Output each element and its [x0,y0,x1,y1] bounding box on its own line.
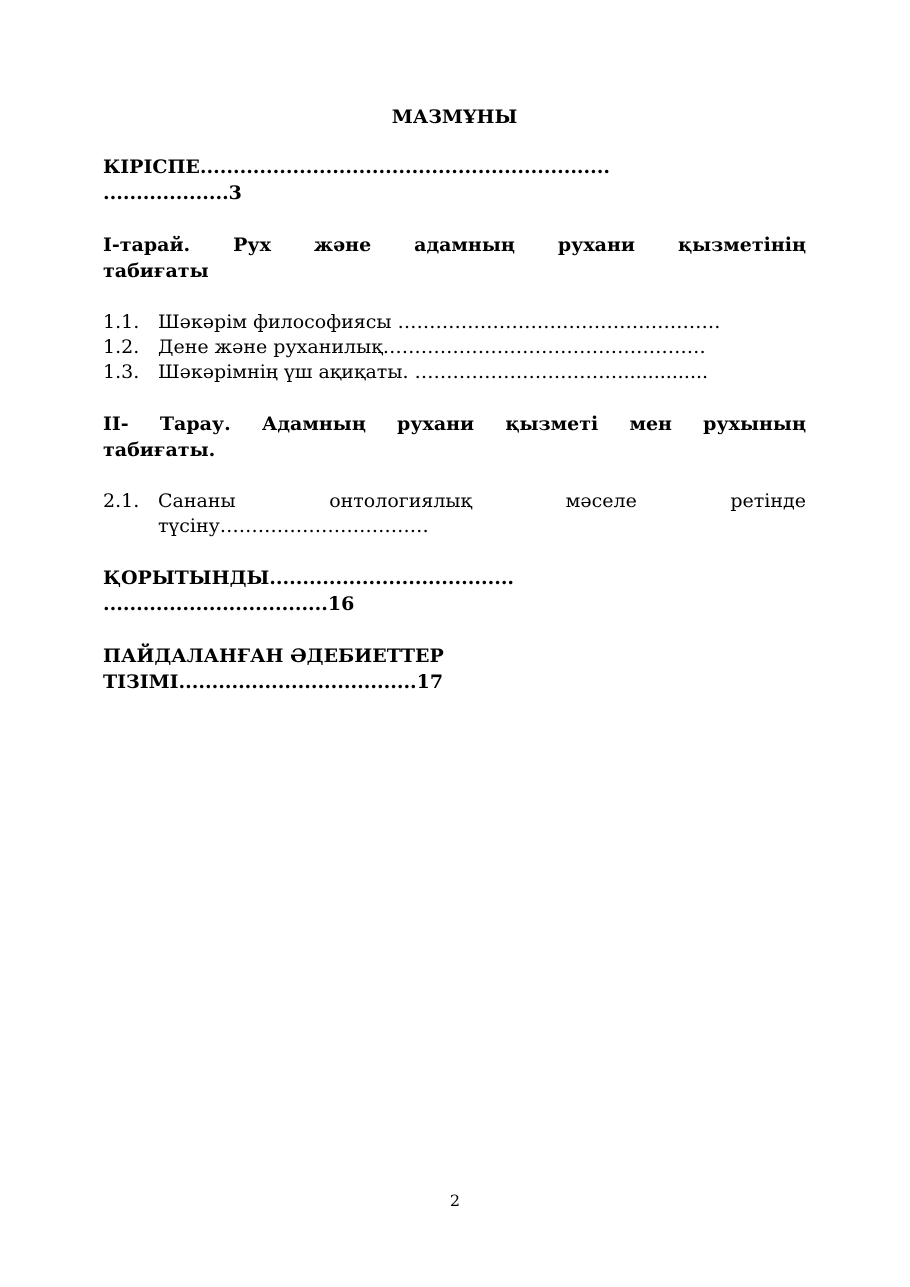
item-number: 1.1. [103,311,140,333]
toc-chapter1-line1: I-тарай. Рух және адамның рухани қызметінің [103,234,806,256]
item-text-line2: түсіну…………………………… [158,515,429,537]
toc-references-line2: ТІЗІМІ....................................17 [103,671,444,693]
item-text [158,489,806,539]
item-number: 2.1. [103,490,140,512]
toc-intro-line1: КІРІСПЕ.............................................................. [103,156,611,178]
table-of-contents [103,104,806,721]
item-text: Дене және руханилық…………………………………………… [158,336,706,358]
toc-chapter1-items [103,310,806,385]
item-number: 1.2. [103,336,140,358]
toc-references-line1: ПАЙДАЛАНҒАН ӘДЕБИЕТТЕР [103,645,444,667]
item-text: Шәкәрімнің үш ақиқаты. …………………………….............. [158,361,709,383]
toc-title: МАЗМҰНЫ [391,106,518,128]
list-item [103,360,806,385]
toc-chapter1-heading [103,232,806,284]
toc-conclusion [103,565,806,617]
list-item [103,335,806,360]
list-item [103,489,806,539]
toc-conclusion-line1: ҚОРЫТЫНДЫ..................................... [103,567,515,589]
item-number: 1.3. [103,361,140,383]
list-item [103,310,806,335]
toc-chapter2-line2: табиғаты. [103,439,216,461]
toc-conclusion-line2: ..................................16 [103,593,355,615]
page-number: 2 [449,1191,461,1210]
toc-chapter2-heading [103,411,806,463]
toc-intro-line2: ...................3 [103,182,242,204]
toc-intro [103,154,806,206]
toc-references [103,643,806,695]
toc-chapter2-line1: II- Тарау. Адамның рухани қызметі мен рухының [103,413,806,435]
item-text: Шәкәрім философиясы …………………………………………… [158,311,721,333]
toc-chapter2-items [103,489,806,539]
toc-chapter1-line2: табиғаты [103,260,209,282]
item-text-line1: Сананы онтологиялық мәселе ретінде [158,490,806,512]
